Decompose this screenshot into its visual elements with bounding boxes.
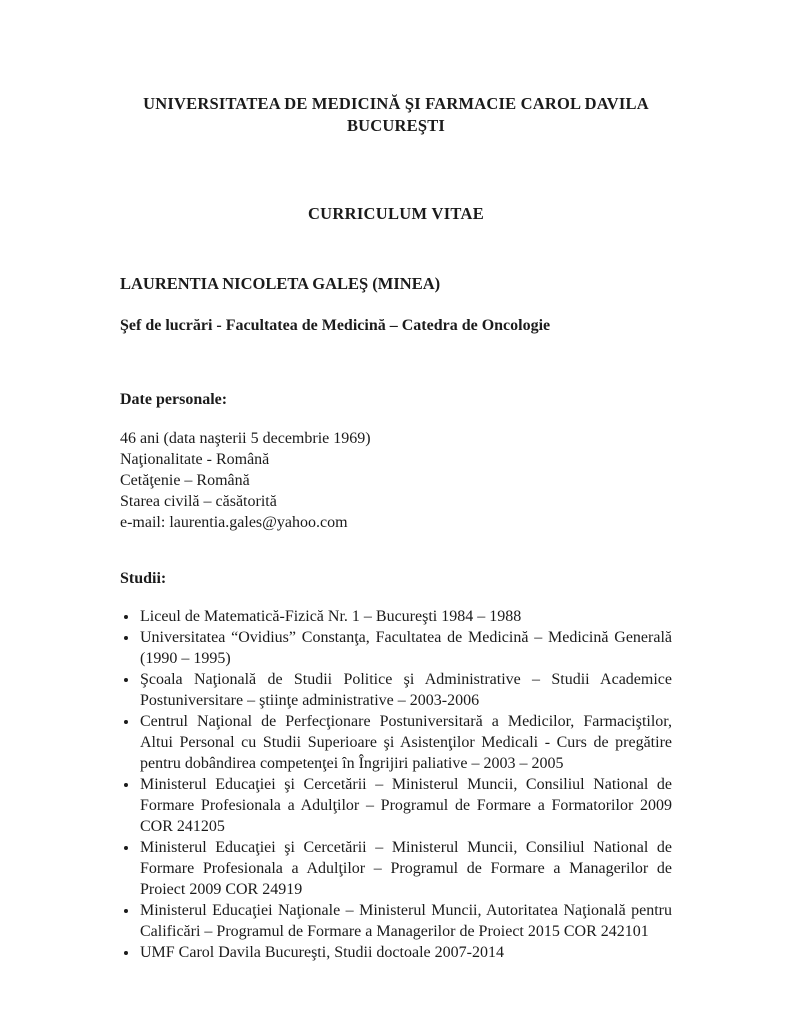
personal-age-line: 46 ani (data naşterii 5 decembrie 1969) xyxy=(120,430,371,447)
studies-item: • Şcoala Naţională de Studii Politice şi Administrative – Studii Academice Postuniversitare – ştiinţe administrative – 2003-2006 xyxy=(139,669,672,711)
studies-item: • Ministerul Educaţiei şi Cercetării – Ministerul Muncii, Consiliul National de Formare Profesionala a Adulţilor – Programul de Formare a Managerilor de Proiect 2009 COR 24919 xyxy=(139,837,672,900)
studies-item: • Ministerul Educaţiei şi Cercetării – Ministerul Muncii, Consiliul National de Formare Profesionala a Adulţilor – Programul de Formare a Formatorilor 2009 COR 241205 xyxy=(139,774,672,837)
studies-heading: Studii: xyxy=(120,570,167,587)
person-name: LAURENTIA NICOLETA GALEŞ (MINEA) xyxy=(120,274,441,293)
studies-item: • Liceul de Matematică-Fizică Nr. 1 – Bucureşti 1984 – 1988 xyxy=(139,606,672,627)
personal-citizenship-line: Cetăţenie – Română xyxy=(120,472,250,489)
document-title: CURRICULUM VITAE xyxy=(307,204,485,223)
studies-item: • UMF Carol Davila Bucureşti, Studii doctoale 2007-2014 xyxy=(139,942,672,963)
studies-item: • Centrul Naţional de Perfecţionare Postuniversitară a Medicilor, Farmaciştilor, Altui Personal cu Studii Superioare şi Asistenţilor Medicali - Curs de pregătire pentru dobândirea competenţei în Îngrijiri paliative – 2003 – 2005 xyxy=(139,711,672,774)
personal-data-block xyxy=(120,428,672,533)
university-name-line1: UNIVERSITATEA DE MEDICINĂ ŞI FARMACIE CAROL DAVILA xyxy=(143,94,649,113)
personal-nationality-line: Naţionalitate - Română xyxy=(120,451,270,468)
personal-data-heading: Date personale: xyxy=(120,391,228,408)
studies-list xyxy=(120,606,672,963)
person-position: Şef de lucrări - Facultatea de Medicină – Catedra de Oncologie xyxy=(120,317,551,334)
personal-email-line: e-mail: laurentia.gales@yahoo.com xyxy=(120,514,348,531)
studies-item: • Ministerul Educaţiei Naţionale – Ministerul Muncii, Autoritatea Naţională pentru Calificări – Programul de Formare a Managerilor de Proiect 2015 COR 242101 xyxy=(139,900,672,942)
studies-item: • Universitatea “Ovidius” Constanţa, Facultatea de Medicină – Medicină Generală (1990 – 1995) xyxy=(139,627,672,669)
university-header xyxy=(120,93,672,137)
university-name-line2: BUCUREŞTI xyxy=(346,116,446,135)
personal-marital-status-line: Starea civilă – căsătorită xyxy=(120,493,277,510)
